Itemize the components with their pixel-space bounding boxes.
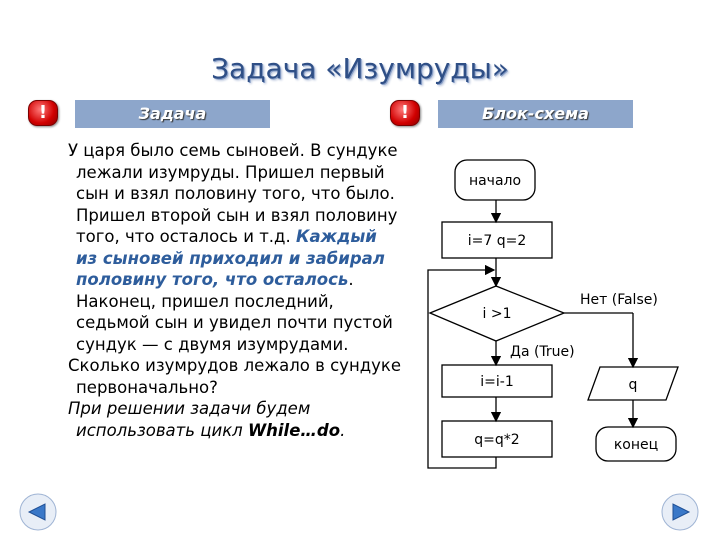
init-label: i=7 q=2	[467, 233, 527, 249]
end-label: конец	[613, 437, 659, 453]
slide-title: Задача «Изумруды»	[211, 52, 509, 85]
yes-label: Да (True)	[510, 344, 575, 360]
condition-label: i >1	[482, 306, 512, 322]
no-label: Нет (False)	[580, 292, 658, 308]
flowchart-header: Блок-схема	[438, 100, 633, 128]
exclamation-icon: !	[390, 100, 420, 126]
task-text-part: У царя было семь сыновей. В сундуке лежали изумруды. Пришел первый сын и взял половину того, что было. Пришел второй сын и взял половину того, что осталось и т.д.	[68, 141, 398, 246]
arrow-left-icon[interactable]	[18, 492, 58, 532]
loop-keyword: While…do	[247, 420, 341, 440]
task-highlight: Каждый из сыновей приходил и забирал половину того, что осталось	[76, 227, 385, 289]
hint-end: .	[340, 420, 346, 440]
exclamation-icon: !	[28, 100, 58, 126]
arrow-right-icon[interactable]	[660, 492, 700, 532]
task-text-part: . Наконец, пришел последний, седьмой сын и увидел почти пустой сундук — с двумя изумрудами.	[76, 270, 393, 354]
step2-label: q=q*2	[474, 432, 520, 448]
output-label: q	[628, 377, 638, 393]
task-header: Задача	[75, 100, 270, 128]
hint-text: При решении задачи будем использовать цикл	[68, 399, 311, 440]
step1-label: i=i-1	[480, 374, 514, 390]
question-paragraph: Сколько изумрудов лежало в сундуке первоначально?	[68, 356, 402, 397]
start-label: начало	[468, 173, 522, 189]
